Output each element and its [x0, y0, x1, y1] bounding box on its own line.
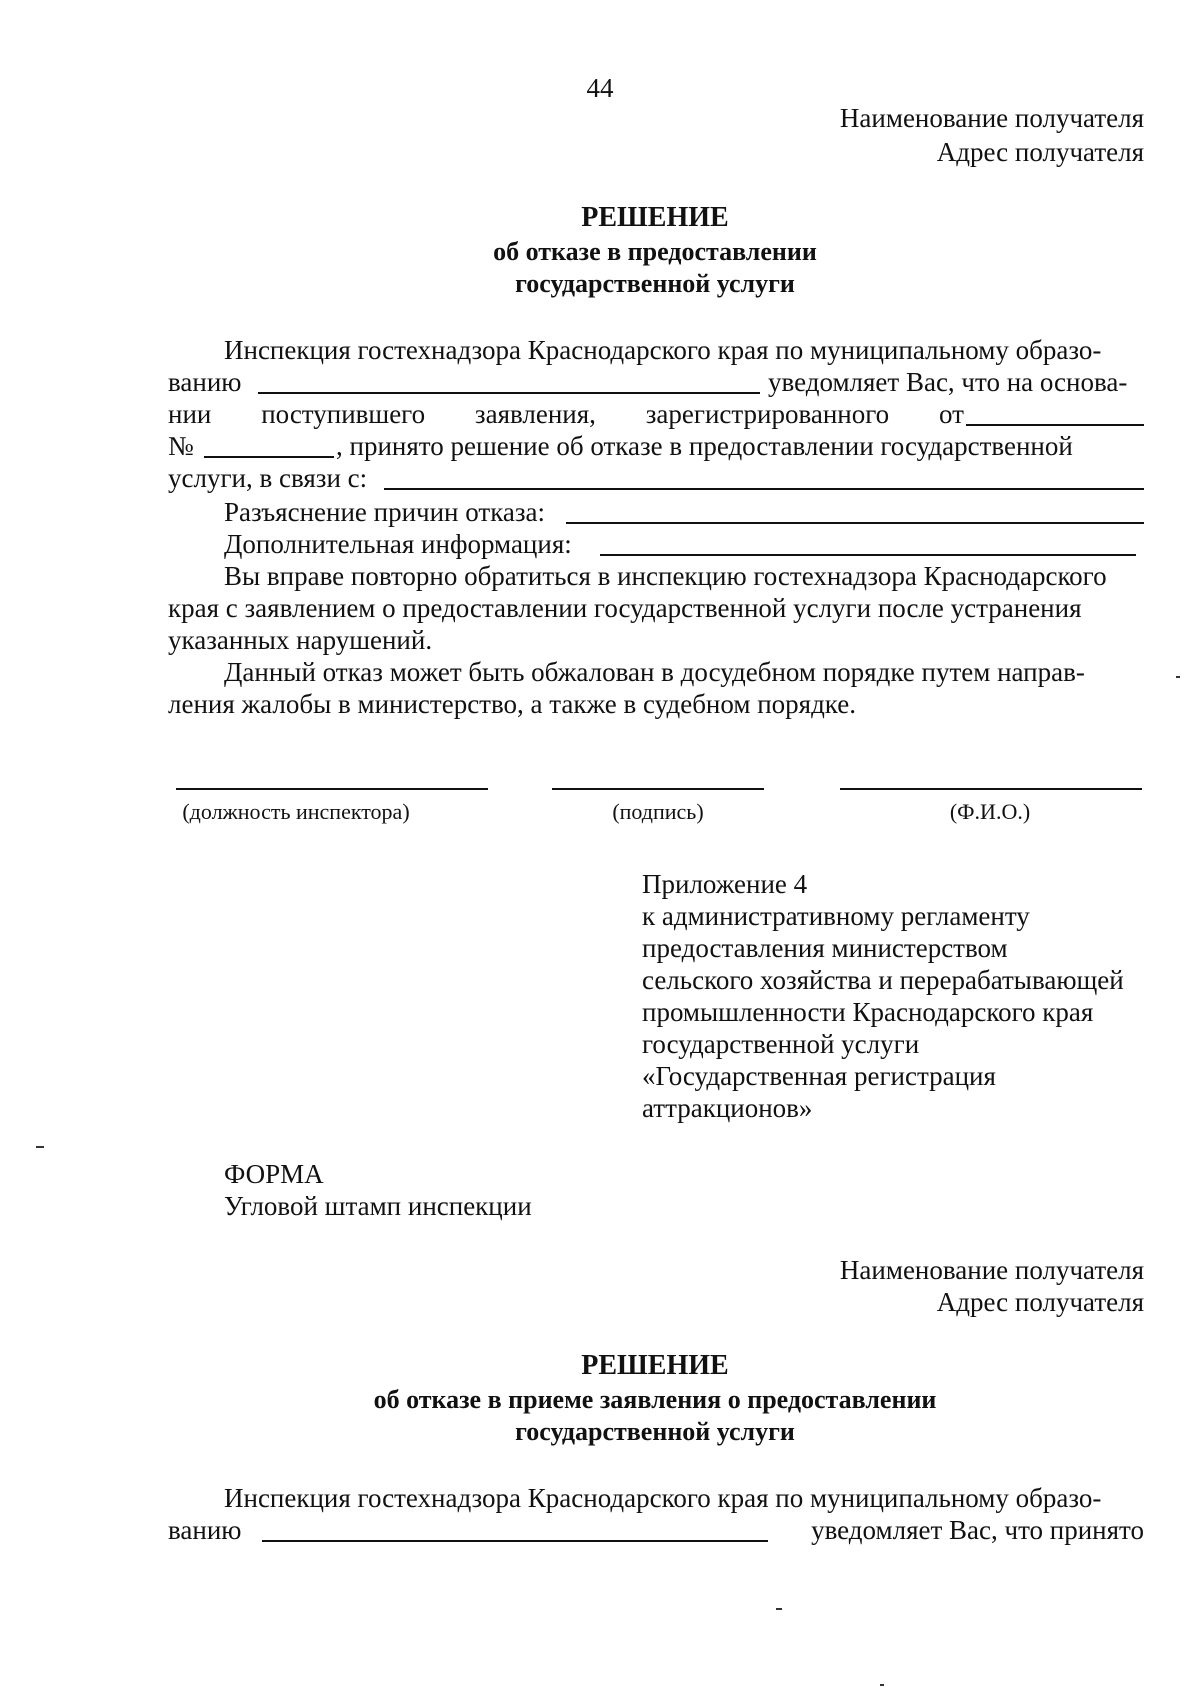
recipient-name: Наименование получателя [839, 103, 1144, 133]
paragraph-3-line-1: Данный отказ может быть обжалован в досудебном порядке путем направ- [224, 657, 1085, 687]
decision-subtitle-1: об отказе в предоставлении [493, 237, 817, 266]
scan-speck [36, 1146, 44, 1148]
form2-paragraph-line-2-end: уведомляет Вас, что принято [811, 1515, 1144, 1545]
scan-speck [1176, 676, 1180, 678]
position-signature-line [176, 788, 488, 790]
date-blank [966, 424, 1144, 426]
number-sign: № [168, 431, 194, 461]
paragraph-2-line-1: Вы вправе повторно обратиться в инспекцию гостехнадзора Краснодарского [224, 561, 1107, 591]
recipient-address: Адрес получателя [936, 137, 1144, 167]
word-from: от [939, 399, 964, 429]
word-nii: нии [168, 399, 212, 429]
decision-subtitle-2-1: об отказе в приеме заявления о предоставлении [373, 1385, 937, 1414]
form-label: ФОРМА [224, 1159, 324, 1189]
paragraph-2-line-2: края с заявлением о предоставлении государственной услуги после устранения [168, 593, 1082, 623]
decision-subtitle-2: государственной услуги [515, 269, 795, 298]
registration-number-blank [204, 456, 334, 458]
appendix-line-6: государственной услуги [642, 1029, 920, 1059]
recipient-name-2: Наименование получателя [839, 1255, 1144, 1285]
scan-speck [776, 1608, 782, 1610]
decision-title-2: РЕШЕНИЕ [581, 1350, 729, 1381]
reasons-blank [566, 522, 1144, 524]
appendix-line-8: аттракционов» [642, 1093, 813, 1123]
appendix-line-3: предоставления министерством [642, 933, 1008, 963]
appendix-title: Приложение 4 [642, 869, 808, 899]
signature-caption: (подпись) [612, 799, 704, 824]
full-name-caption: (Ф.И.О.) [949, 799, 1031, 824]
paragraph-1-line-2-end: уведомляет Вас, что на основа- [768, 367, 1128, 397]
decision-subtitle-2-2: государственной услуги [515, 1417, 795, 1446]
reasons-label: Разъяснение причин отказа: [224, 497, 546, 527]
paragraph-2-line-3: указанных нарушений. [168, 625, 433, 655]
appendix-line-7: «Государственная регистрация [642, 1061, 996, 1091]
reason-blank [384, 488, 1144, 490]
form2-paragraph-line-2-start: ванию [168, 1515, 242, 1545]
paragraph-1-line-3 [168, 398, 964, 430]
full-name-signature-line [840, 788, 1142, 790]
extra-info-blank [600, 554, 1136, 556]
appendix-line-5: промышленности Краснодарского края [642, 997, 1094, 1027]
word-received: поступившего [261, 399, 426, 429]
stamp-label: Угловой штамп инспекции [224, 1191, 532, 1221]
recipient-address-2: Адрес получателя [936, 1287, 1144, 1317]
decision-title: РЕШЕНИЕ [581, 202, 729, 233]
form2-paragraph-line-1: Инспекция гостехнадзора Краснодарского края по муниципальному образо- [224, 1483, 1102, 1513]
extra-info-label: Дополнительная информация: [224, 529, 572, 559]
page-number: 44 [586, 73, 614, 103]
word-application: заявления, [474, 399, 596, 429]
paragraph-1-line-4: , принято решение об отказе в предоставлении государственной [336, 431, 1073, 461]
scan-speck [880, 1684, 884, 1686]
paragraph-1-line-5: услуги, в связи с: [168, 463, 368, 493]
appendix-line-2: к административному регламенту [642, 901, 1030, 931]
municipality-blank [258, 392, 760, 394]
paragraph-3-line-2: ления жалобы в министерство, а также в судебном порядке. [168, 689, 856, 719]
word-registered: зарегистрированного [645, 399, 890, 429]
paragraph-1-line-2-start: ванию [168, 367, 242, 397]
form2-municipality-blank [262, 1540, 768, 1542]
position-caption: (должность инспектора) [182, 799, 410, 824]
signature-line [552, 788, 764, 790]
appendix-line-4: сельского хозяйства и перерабатывающей [642, 965, 1124, 995]
paragraph-1-line-1: Инспекция гостехнадзора Краснодарского края по муниципальному образо- [224, 335, 1102, 365]
